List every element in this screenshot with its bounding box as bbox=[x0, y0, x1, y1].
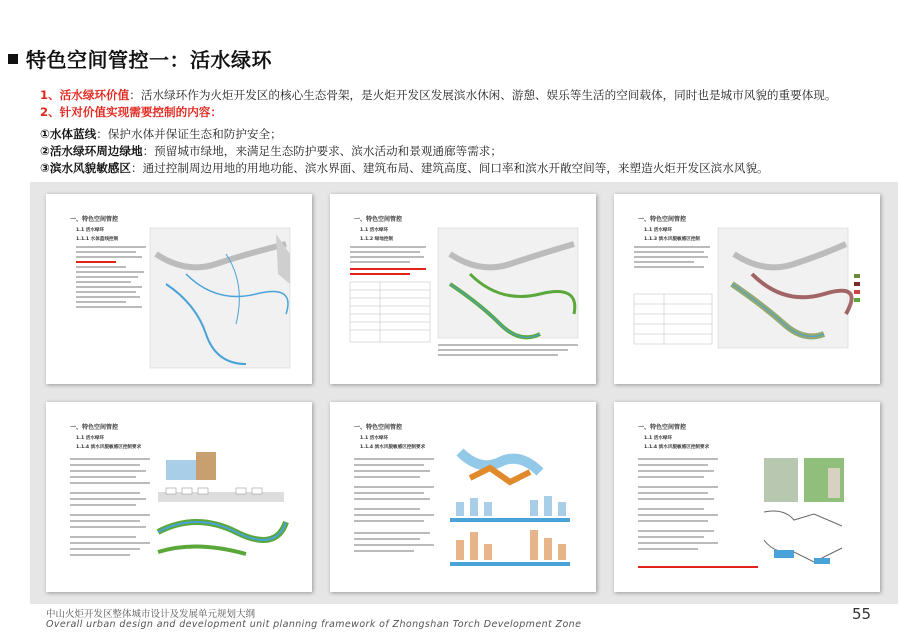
control-items bbox=[40, 126, 769, 177]
thumb-heading: 一、特色空间管控 bbox=[70, 216, 119, 223]
control-item-text: ：通过控制周边用地的用地功能、滨水界面、建筑布局、建筑高度、间口率和滨水开敞空间等，来塑造火炬开发区滨水风貌。 bbox=[130, 161, 769, 175]
thumbnails-panel bbox=[30, 182, 898, 604]
thumbnail-waterfront-sensitive bbox=[614, 194, 880, 384]
intro-line-1 bbox=[40, 87, 900, 104]
intro-block bbox=[40, 87, 900, 121]
control-item-2 bbox=[40, 143, 769, 160]
page-title: 特色空间管控一：活水绿环 bbox=[26, 48, 272, 72]
intro-key-1: 活水绿环价值 bbox=[59, 88, 130, 102]
intro-text-1: 活水绿环作为火炬开发区的核心生态骨架，是火炬开发区发展滨水休闲、游憩、娱乐等生活的空间载体，同时也是城市风貌的重要体现。 bbox=[140, 88, 837, 102]
thumbnail-requirements-2 bbox=[330, 402, 596, 592]
thumb-subheading: 1.1.4 滨水风貌敏感区控制要求 bbox=[360, 445, 426, 450]
thumbnail-water-blueline bbox=[46, 194, 312, 384]
intro-colon-1: ： bbox=[129, 88, 141, 102]
control-item-key: ②活水绿环周边绿地 bbox=[40, 144, 143, 158]
thumb-heading: 一、特色空间管控 bbox=[354, 424, 403, 431]
control-item-key: ①水体蓝线 bbox=[40, 127, 97, 141]
thumbnail-green-space bbox=[330, 194, 596, 384]
thumb-heading: 一、特色空间管控 bbox=[638, 424, 687, 431]
thumb-subheading: 1.1 活水绿环 bbox=[644, 228, 673, 233]
control-item-text: ：保护水体并保证生态和防护安全； bbox=[96, 127, 282, 141]
thumb-subheading: 1.1 活水绿环 bbox=[644, 436, 673, 441]
thumbnail-requirements-1 bbox=[46, 402, 312, 592]
thumb-subheading: 1.1.1 水体蓝线控制 bbox=[76, 237, 119, 242]
thumb-subheading: 1.1 活水绿环 bbox=[76, 436, 105, 441]
control-item-text: ：预留城市绿地，来满足生态防护要求、滨水活动和景观通廊等需求； bbox=[142, 144, 502, 158]
thumb-subheading: 1.1 活水绿环 bbox=[76, 228, 105, 233]
thumb-subheading: 1.1.4 滨水风貌敏感区控制要求 bbox=[644, 445, 710, 450]
intro-num-1: 1、 bbox=[40, 88, 60, 102]
control-item-key: ③滨水风貌敏感区 bbox=[40, 161, 131, 175]
control-item-3 bbox=[40, 160, 769, 177]
title-row bbox=[8, 44, 272, 73]
thumb-subheading: 1.1 活水绿环 bbox=[360, 436, 389, 441]
thumb-heading: 一、特色空间管控 bbox=[354, 216, 403, 223]
thumb-subheading: 1.1.4 滨水风貌敏感区控制要求 bbox=[76, 445, 142, 450]
thumbnail-requirements-3 bbox=[614, 402, 880, 592]
thumb-heading: 一、特色空间管控 bbox=[70, 424, 119, 431]
thumb-subheading: 1.1.2 绿地控制 bbox=[360, 237, 394, 242]
bullet-square-icon bbox=[8, 54, 18, 64]
footer-title-cn: 中山火炬开发区整体城市设计及发展单元规划大纲 bbox=[46, 609, 256, 620]
thumb-heading: 一、特色空间管控 bbox=[638, 216, 687, 223]
footer-title-en: Overall urban design and development unit planning framework of Zhongshan Torch Development Zone bbox=[46, 619, 582, 630]
control-item-1 bbox=[40, 126, 769, 143]
intro-line-2: 2、针对价值实现需要控制的内容： bbox=[40, 105, 222, 119]
page-number: 55 bbox=[852, 605, 872, 623]
thumb-subheading: 1.1 活水绿环 bbox=[360, 228, 389, 233]
thumb-subheading: 1.1.3 滨水风貌敏感区控制 bbox=[644, 237, 701, 242]
